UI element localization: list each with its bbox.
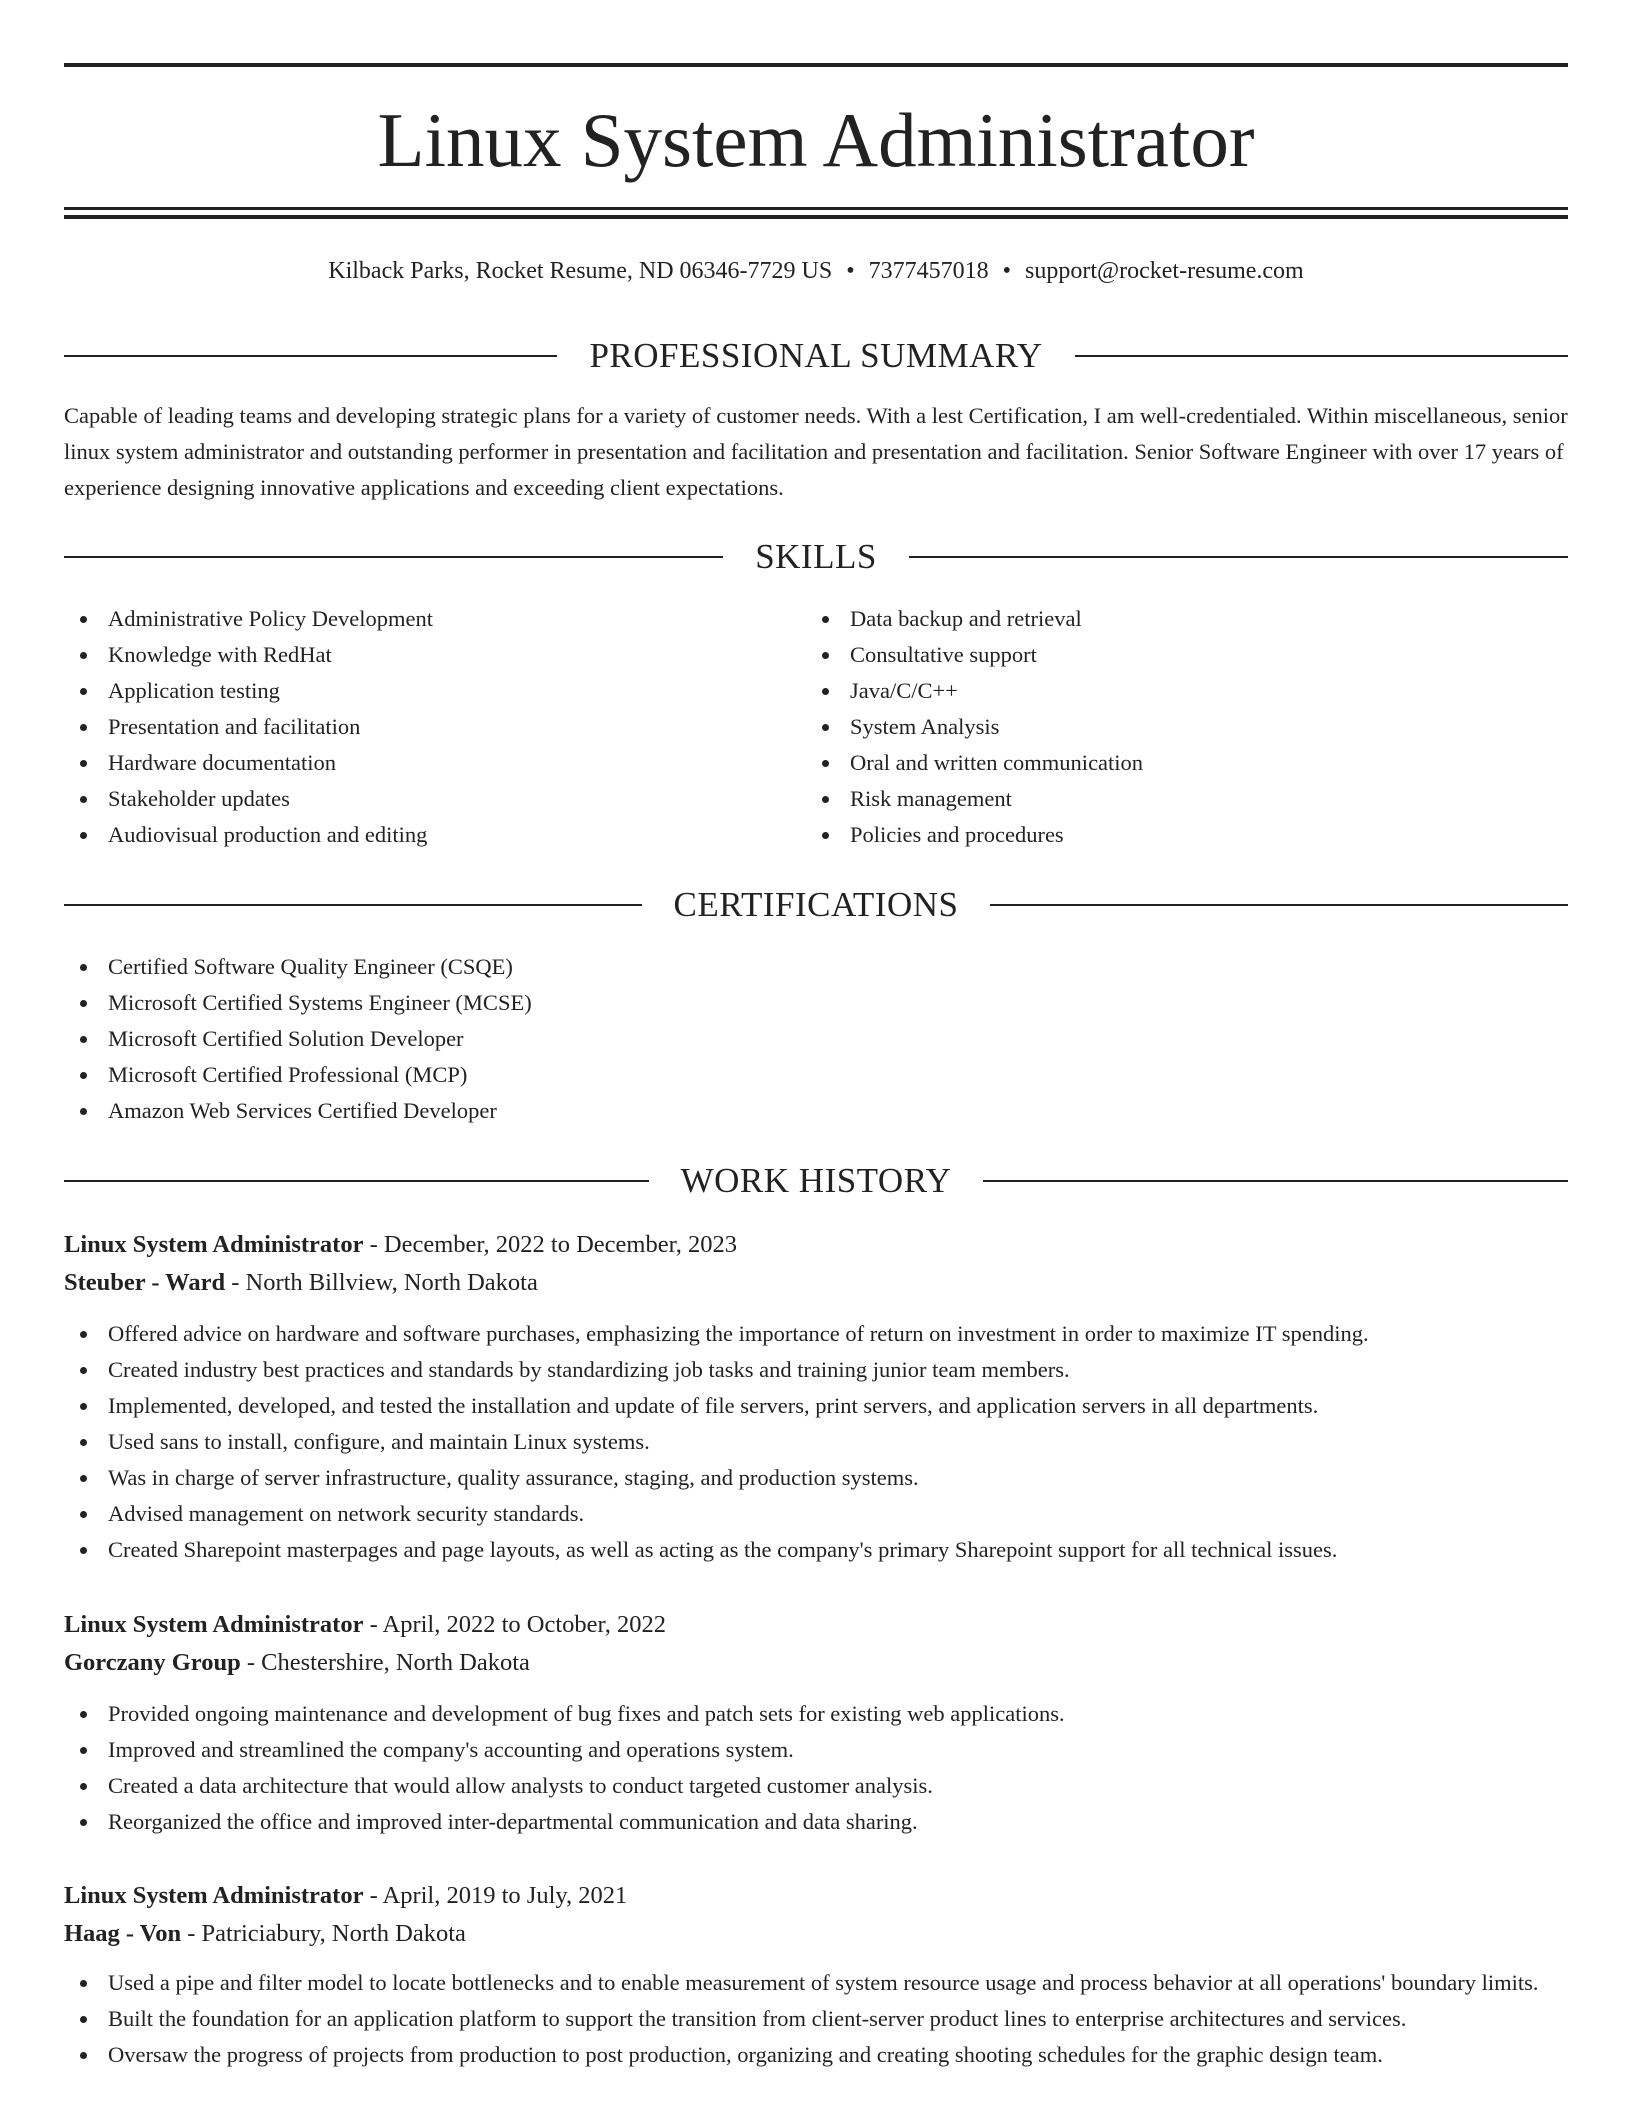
job-entry bbox=[64, 1226, 1568, 1568]
list-item: Used sans to install, configure, and maintain Linux systems. bbox=[64, 1424, 1568, 1460]
skills-column-left bbox=[64, 601, 804, 853]
list-item: Stakeholder updates bbox=[64, 781, 804, 817]
section-heading-summary bbox=[64, 334, 1568, 378]
list-item: Audiovisual production and editing bbox=[64, 817, 804, 853]
skills-list-right bbox=[806, 601, 1546, 853]
job-role: Linux System Administrator bbox=[64, 1231, 364, 1258]
list-item: Microsoft Certified Professional (MCP) bbox=[64, 1057, 1568, 1093]
list-item: Built the foundation for an application platform to support the transition from client-server product lines to enterprise architectures and services. bbox=[64, 2001, 1568, 2037]
contact-phone: 7377457018 bbox=[868, 258, 989, 284]
title-rule-upper bbox=[64, 207, 1568, 210]
certifications-block bbox=[64, 949, 1568, 1129]
job-entry bbox=[64, 1877, 1568, 2073]
list-item: Used a pipe and filter model to locate bottlenecks and to enable measurement of system resource usage and process behavior at all operations' boundary limits. bbox=[64, 1965, 1568, 2001]
list-item: Knowledge with RedHat bbox=[64, 637, 804, 673]
job-title-line bbox=[64, 1606, 1568, 1644]
job-title-line bbox=[64, 1877, 1568, 1915]
job-location: - Patriciabury, North Dakota bbox=[181, 1920, 466, 1947]
summary-text: Capable of leading teams and developing strategic plans for a variety of customer needs. With a lest Certification, I am well-credentialed. Within miscellaneous, senior linux system administrator and outstanding performer in presentation and facilitation and presentation and facilitation. Senior Software Engineer with over 17 years of experience designing innovative applications and exceeding client expectations. bbox=[64, 403, 1568, 500]
job-company: Haag - Von bbox=[64, 1920, 182, 1947]
list-item: Amazon Web Services Certified Developer bbox=[64, 1093, 1568, 1129]
list-item: Created Sharepoint masterpages and page layouts, as well as acting as the company's primary Sharepoint support for all technical issues. bbox=[64, 1532, 1568, 1568]
list-item: Consultative support bbox=[806, 637, 1546, 673]
list-item: Certified Software Quality Engineer (CSQE) bbox=[64, 949, 1568, 985]
divider bbox=[909, 556, 1568, 558]
title-rule-lower bbox=[64, 215, 1568, 219]
job-company-line bbox=[64, 1644, 1568, 1682]
list-item: Offered advice on hardware and software purchases, emphasizing the importance of return on investment in order to maximize IT spending. bbox=[64, 1316, 1568, 1352]
list-item: Risk management bbox=[806, 781, 1546, 817]
contact-email: support@rocket-resume.com bbox=[1025, 258, 1304, 284]
list-item: Oversaw the progress of projects from production to post production, organizing and creating shooting schedules for the graphic design team. bbox=[64, 2037, 1568, 2073]
list-item: Created a data architecture that would allow analysts to conduct targeted customer analysis. bbox=[64, 1768, 1568, 1804]
section-title: PROFESSIONAL SUMMARY bbox=[589, 336, 1043, 375]
divider bbox=[990, 904, 1568, 906]
top-rule bbox=[64, 63, 1568, 67]
contact-separator: • bbox=[1002, 258, 1012, 284]
list-item: Policies and procedures bbox=[806, 817, 1546, 853]
list-item: Was in charge of server infrastructure, quality assurance, staging, and production systems. bbox=[64, 1460, 1568, 1496]
list-item: System Analysis bbox=[806, 709, 1546, 745]
job-company: Steuber - Ward bbox=[64, 1269, 226, 1296]
list-item: Advised management on network security standards. bbox=[64, 1496, 1568, 1532]
section-heading-skills bbox=[64, 535, 1568, 579]
list-item: Microsoft Certified Solution Developer bbox=[64, 1021, 1568, 1057]
job-role: Linux System Administrator bbox=[64, 1611, 364, 1638]
list-item: Presentation and facilitation bbox=[64, 709, 804, 745]
contact-separator: • bbox=[846, 258, 855, 284]
job-location: - North Billview, North Dakota bbox=[225, 1269, 538, 1296]
job-company-line bbox=[64, 1264, 1568, 1302]
list-item: Provided ongoing maintenance and development of bug fixes and patch sets for existing web applications. bbox=[64, 1696, 1568, 1732]
job-title-line bbox=[64, 1226, 1568, 1264]
job-company-line bbox=[64, 1915, 1568, 1953]
job-bullets bbox=[64, 1316, 1568, 1568]
section-title: CERTIFICATIONS bbox=[673, 885, 959, 924]
contact-address: Kilback Parks, Rocket Resume, ND 06346-7729 US bbox=[328, 258, 833, 284]
job-bullets bbox=[64, 1696, 1568, 1840]
divider bbox=[1075, 355, 1568, 357]
certifications-list bbox=[64, 949, 1568, 1129]
list-item: Improved and streamlined the company's accounting and operations system. bbox=[64, 1732, 1568, 1768]
job-entry bbox=[64, 1606, 1568, 1840]
section-title: SKILLS bbox=[755, 537, 877, 576]
divider bbox=[64, 556, 723, 558]
job-role: Linux System Administrator bbox=[64, 1882, 364, 1909]
job-location: - Chestershire, North Dakota bbox=[240, 1649, 530, 1676]
list-item: Administrative Policy Development bbox=[64, 601, 804, 637]
list-item: Created industry best practices and standards by standardizing job tasks and training junior team members. bbox=[64, 1352, 1568, 1388]
job-company: Gorczany Group bbox=[64, 1649, 241, 1676]
list-item: Microsoft Certified Systems Engineer (MCSE) bbox=[64, 985, 1568, 1021]
list-item: Java/C/C++ bbox=[806, 673, 1546, 709]
job-dates: - December, 2022 to December, 2023 bbox=[363, 1231, 738, 1258]
skills-column-right bbox=[806, 601, 1546, 853]
section-heading-work-history bbox=[64, 1159, 1568, 1203]
list-item: Hardware documentation bbox=[64, 745, 804, 781]
section-title: WORK HISTORY bbox=[680, 1161, 952, 1200]
divider bbox=[64, 904, 642, 906]
divider bbox=[64, 355, 557, 357]
list-item: Reorganized the office and improved inter-departmental communication and data sharing. bbox=[64, 1804, 1568, 1840]
list-item: Oral and written communication bbox=[806, 745, 1546, 781]
job-dates: - April, 2022 to October, 2022 bbox=[363, 1611, 666, 1638]
job-dates: - April, 2019 to July, 2021 bbox=[363, 1882, 628, 1909]
list-item: Application testing bbox=[64, 673, 804, 709]
divider bbox=[64, 1180, 649, 1182]
job-bullets bbox=[64, 1965, 1568, 2073]
section-heading-certifications bbox=[64, 883, 1568, 927]
list-item: Data backup and retrieval bbox=[806, 601, 1546, 637]
resume-title: Linux System Administrator bbox=[377, 97, 1255, 183]
list-item: Implemented, developed, and tested the installation and update of file servers, print servers, and application servers in all departments. bbox=[64, 1388, 1568, 1424]
contact-line bbox=[64, 254, 1568, 288]
skills-list-left bbox=[64, 601, 804, 853]
divider bbox=[983, 1180, 1568, 1182]
